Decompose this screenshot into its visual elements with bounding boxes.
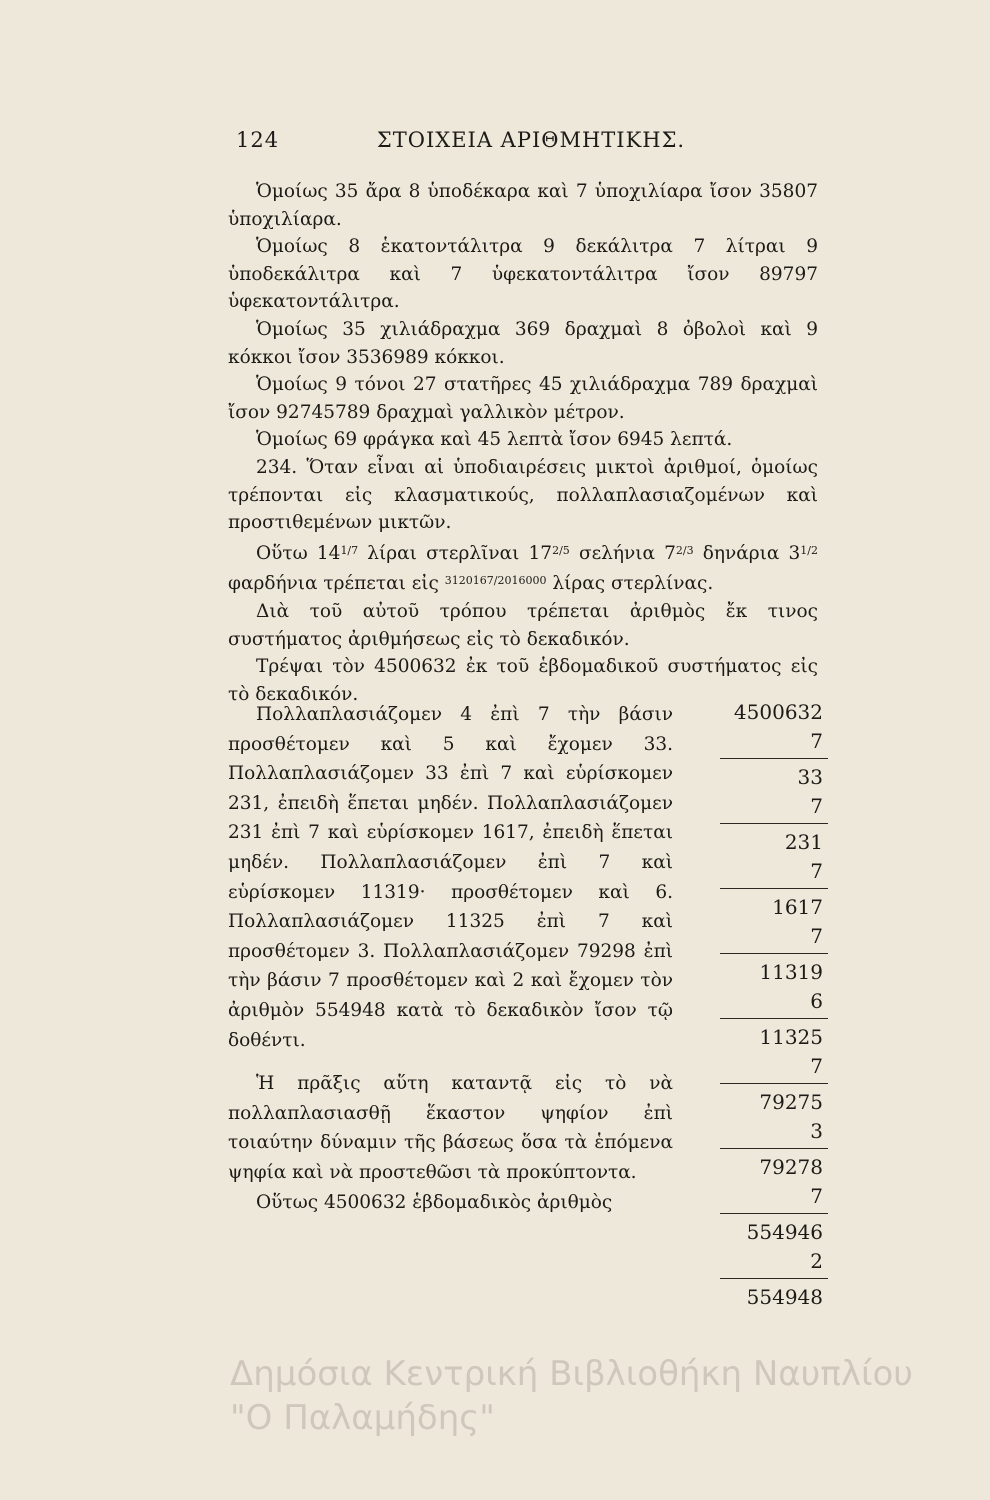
explanation-paragraph: Πολλαπλασιάζομεν 4 ἐπὶ 7 τὴν βάσιν προσθέτομεν καὶ 5 καὶ ἔχομεν 33. Πολλαπλασιάζομεν 33 ἐπὶ 7 καὶ εὑρίσκομεν 231, ἐπειδὴ ἕπεται μηδέν. Πολλαπλασιάζομεν 231 ἐπὶ 7 καὶ εὑρίσκομεν 1617, ἐπειδὴ ἕπεται μηδέν. Πολλαπλασιάζομεν ἐπὶ 7 καὶ εὑρίσκομεν 11319· προσθέτομεν καὶ 6. Πολλαπλασιάζομεν 11325 ἐπὶ 7 καὶ προσθέτομεν 3. Πολλαπλασιάζομεν 79298 ἐπὶ τὴν βάσιν 7 προσθέτομεν καὶ 2 καὶ ἔχομεν τὸν ἀριθμὸν 554948 κατὰ τὸ δεκαδικὸν ἴσον τῷ δοθέντι. — [228, 704, 673, 1051]
fraction: 2/3 — [675, 543, 694, 557]
calc-number: 11319 — [759, 960, 823, 984]
fraction: 1/2 — [800, 543, 818, 557]
rule-paragraph — [228, 1069, 673, 1187]
calc-number: 7 — [810, 794, 823, 818]
calc-number: 7 — [810, 859, 823, 883]
example-text: δηνάρια 3 — [693, 542, 801, 564]
calc-number: 7 — [810, 924, 823, 948]
method-paragraph: Διὰ τοῦ αὐτοῦ τρόπου τρέπεται ἀριθμὸς ἔκ τινος συστήματος ἀριθμήσεως εἰς τὸ δεκαδικόν. — [228, 600, 818, 650]
calc-rule — [720, 888, 828, 889]
calc-number: 1617 — [772, 895, 823, 919]
example-text: Οὕτω 14 — [256, 542, 341, 564]
paragraph: Ὁμοίως 9 τόνοι 27 στατῆρες 45 χιλιάδραχμα 789 δραχμαὶ ἴσον 92745789 δραχμαὶ γαλλικὸν μέτρον. — [228, 374, 818, 423]
paragraph: Ὁμοίως 8 ἑκατοντάλιτρα 9 δεκάλιτρα 7 λίτραι 9 ὑποδεκάλιτρα καὶ 7 ὑφεκατοντάλιτρα ἴσον 89797 ὑφεκατοντάλιτρα. — [228, 236, 818, 313]
calc-rule — [720, 1018, 828, 1019]
calc-number: 231 — [784, 830, 823, 854]
calc-number: 7 — [810, 1184, 823, 1208]
calc-number: 7 — [810, 729, 823, 753]
watermark-line: Δημόσια Κεντρική Βιβλιοθήκη Ναυπλίου — [230, 1354, 913, 1394]
calc-number: 33 — [797, 765, 823, 789]
calc-number: 4500632 — [733, 700, 823, 724]
calc-rule — [720, 1213, 828, 1214]
library-watermark — [230, 1352, 970, 1440]
calc-number: 554948 — [746, 1285, 823, 1309]
conclusion-paragraph: Οὕτως 4500632 ἑβδομαδικὸς ἀριθμὸς — [256, 1191, 613, 1213]
example-text: λίρας στερλίνας. — [546, 573, 714, 595]
calc-number: 6 — [810, 989, 823, 1013]
running-title: ΣΤΟΙΧΕΙΑ ΑΡΙΘΜΗΤΙΚΗΣ. — [376, 128, 686, 152]
top-text-block — [228, 178, 818, 708]
watermark-line: "Ο Παλαμήδης" — [230, 1398, 495, 1438]
calc-rule — [720, 1278, 828, 1279]
calc-number: 2 — [810, 1249, 823, 1273]
calc-number: 554946 — [746, 1220, 823, 1244]
calc-number: 7 — [810, 1054, 823, 1078]
paragraph: Ὁμοίως 35 ἄρα 8 ὑποδέκαρα καὶ 7 ὑποχιλίαρα ἴσον 35807 ὑποχιλίαρα. — [228, 181, 818, 230]
fraction: 3120167/2016000 — [444, 574, 547, 588]
calc-number: 79275 — [759, 1090, 823, 1114]
paragraph: Ὁμοίως 69 φράγκα καὶ 45 λεπτὰ ἴσον 6945 λεπτά. — [256, 429, 733, 451]
page-number: 124 — [236, 128, 280, 152]
section-234: 234. Ὅταν εἶναι αἱ ὑποδιαιρέσεις μικτοὶ ἀριθμοί, ὁμοίως τρέπονται εἰς κλασματικούς, πολλαπλασιαζομένων καὶ προστιθεμένων μικτῶν. — [228, 456, 818, 534]
calc-number: 11325 — [759, 1025, 823, 1049]
calc-rule — [720, 1148, 828, 1149]
calc-rule — [720, 758, 828, 759]
calc-rule — [720, 1083, 828, 1084]
task-paragraph: Τρέψαι τὸν 4500632 ἐκ τοῦ ἑβδομαδικοῦ συστήματος εἰς τὸ δεκαδικόν. — [228, 656, 818, 705]
fraction: 2/5 — [552, 543, 570, 557]
rule-text: Ἡ πρᾶξις αὕτη καταντᾷ εἰς τὸ νὰ πολλαπλασιασθῇ ἕκαστον ψηφίον ἐπὶ τοιαύτην δύναμιν τῆς βάσεως ὅσα τὰ ἑπόμενα ψηφία καὶ νὰ προστεθῶσι τὰ προκύπτοντα. — [228, 1073, 673, 1183]
example-text: λίραι στερλῖναι 17 — [358, 542, 553, 564]
example-text: σελήνια 7 — [569, 542, 676, 564]
calc-rule — [720, 823, 828, 824]
calc-number: 79278 — [759, 1155, 823, 1179]
fraction: 1/7 — [340, 543, 359, 557]
example-paragraph — [228, 537, 818, 598]
calc-rule — [720, 953, 828, 954]
paragraph: Ὁμοίως 35 χιλιάδραχμα 369 δραχμαὶ 8 ὀβολοὶ καὶ 9 κόκκοι ἴσον 3536989 κόκκοι. — [228, 318, 818, 368]
example-text: φαρδήνια τρέπεται εἰς — [228, 573, 445, 595]
calc-number: 3 — [810, 1119, 823, 1143]
explanation-column — [228, 700, 673, 1217]
